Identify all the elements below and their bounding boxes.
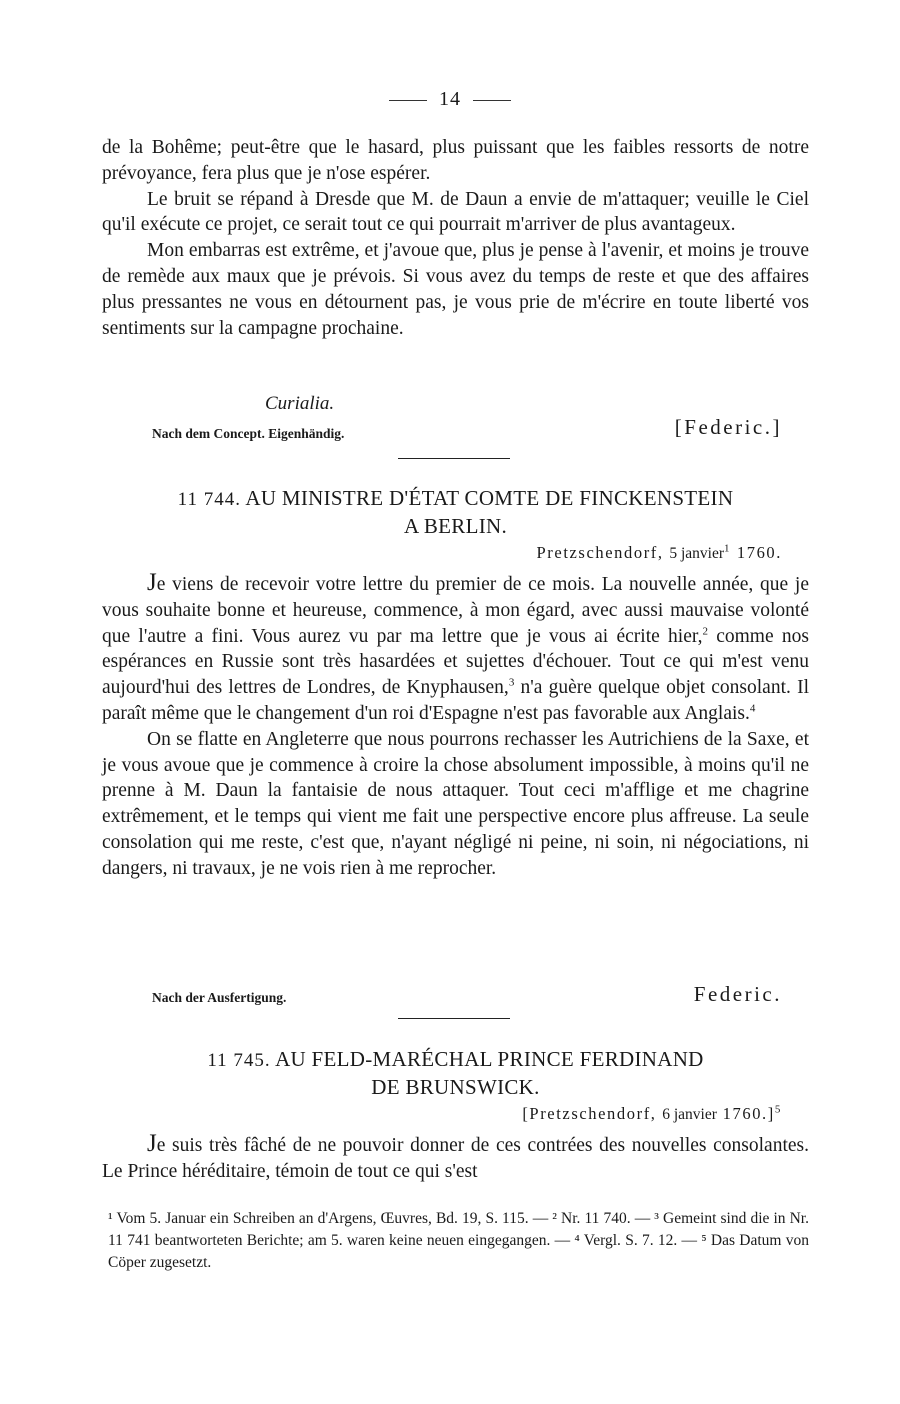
dateline-year: 1760.: [736, 543, 782, 562]
paragraph: Mon embarras est extrême, et j'avoue que, plus je pense à l'avenir, et moins je trouve de remède aux maux que je prévois. Si vous avez du temps de reste et que des affaires plus pressantes ne vous en détournent pas, je vous prie de m'écrire en toute liberté vos sentiments sur la campagne prochaine.: [102, 240, 809, 339]
section-divider: [398, 1018, 510, 1019]
section-divider: [398, 458, 510, 459]
source-note: Nach dem Concept. Eigenhändig.: [152, 426, 345, 441]
letter-recipient: AU MINISTRE D'ÉTAT COMTE DE FINCKENSTEIN: [245, 486, 734, 510]
source-note: Nach der Ausfertigung.: [152, 990, 287, 1005]
letter-number: 11 744.: [177, 489, 241, 510]
footnote-text: ¹ Vom 5. Januar ein Schreiben an d'Argens, Œuvres, Bd. 19, S. 115. — ² Nr. 11 740. — ³ Gemeint sind die in Nr. 11 741 beantworteten Berichte; am 5. waren keine neuen eingegangen. — ⁴ Vergl. S. 7. 12. — ⁵ Das Datum von Cöper zugesetzt.: [108, 1210, 809, 1271]
paragraph: [102, 1131, 809, 1185]
letter-closing: Curialia.: [265, 393, 335, 414]
page-number: 14: [439, 88, 461, 110]
letter-body-11744: [102, 570, 809, 882]
text-run: e suis très fâché de ne pouvoir donner de ces contrées des nouvelles consolantes. Le Prince héréditaire, témoin de tout ce qui s'est: [102, 1135, 809, 1182]
footnote-ref: 3: [508, 676, 515, 689]
footnotes: [108, 1208, 809, 1274]
text-run: e viens de recevoir votre lettre du premier de ce mois. La nouvelle année, que je vous souhaite bonne et heureuse, commence, à mon égard, avec aussi mauvaise volonté que l'autre a fini. Vous aurez vu par ma lettre que je vous ai écrite hier,: [102, 574, 809, 647]
dateline-place: Pretzschendorf,: [536, 543, 664, 562]
letter-heading-11744: [102, 485, 809, 539]
letter-heading-11745: [102, 1046, 809, 1100]
dateline-place: [Pretzschendorf,: [522, 1104, 657, 1123]
heading-line-2: DE BRUNSWICK.: [371, 1075, 540, 1099]
initial-letter: J: [147, 1130, 157, 1157]
signature: [Federic.]: [674, 415, 782, 439]
paragraph: de la Bohême; peut-être que le hasard, plus puissant que les faibles ressorts de notre prévoyance, fera plus que je n'ose espérer.: [102, 137, 809, 184]
paragraph: [102, 570, 809, 727]
dateline-date: 5 janvier: [669, 545, 725, 562]
dateline-date: 6 janvier: [662, 1106, 717, 1123]
letter-body-11745: [102, 1131, 809, 1185]
page-number-header: [0, 88, 900, 111]
footnote-ref: 4: [749, 702, 756, 715]
folio-dash-right: [473, 100, 511, 101]
paragraph: On se flatte en Angleterre que nous pourrons rechasser les Autrichiens de la Saxe, et je vous avoue que je commence à croire la chose absolument impossible, à moins qu'il ne prenne à M. Daun la fantaisie de nous attaquer. Tout ceci m'afflige et me chagrine extrêmement, et le temps qui vient me fait une perspective encore plus affreuse. La seule consolation qui me reste, c'est que, n'ayant négligé ni peine, ni soin, ni négociations, ni dangers, ni travaux, je ne vois rien à me reprocher.: [102, 728, 809, 879]
initial-letter: J: [147, 569, 157, 596]
previous-letter-body: [102, 135, 809, 341]
dateline-year: 1760.]: [722, 1104, 775, 1123]
paragraph: Le bruit se répand à Dresde que M. de Daun a envie de m'attaquer; veuille le Ciel qu'il exécute ce projet, ce serait tout ce qui pourrait m'arriver de plus avantageux.: [102, 188, 809, 236]
letter-recipient: AU FELD-MARÉCHAL PRINCE FERDINAND: [275, 1047, 704, 1071]
dateline: [522, 1104, 782, 1124]
footnote-ref: 5: [774, 1103, 782, 1116]
text-run: comme nos espérances en Russie sont très hasardées et sujettes d'échouer. Tout ce qui m'est venu aujourd'hui des lettres de Londres, de Knyphausen,: [102, 625, 809, 699]
heading-line-1: [102, 485, 809, 513]
heading-line-2: A BERLIN.: [403, 514, 508, 538]
footnote-ref: 2: [702, 625, 708, 638]
dateline: [537, 543, 782, 563]
heading-line-1: [102, 1046, 809, 1074]
text-run: n'a guère quelque objet consolant. Il paraît même que le changement d'un roi d'Espagne n'est pas favorable aux Anglais.: [102, 677, 810, 724]
letter-number: 11 745.: [207, 1050, 271, 1071]
footnote-ref: 1: [724, 542, 732, 555]
folio-dash-left: [389, 100, 427, 101]
signature: Federic.: [693, 982, 782, 1006]
